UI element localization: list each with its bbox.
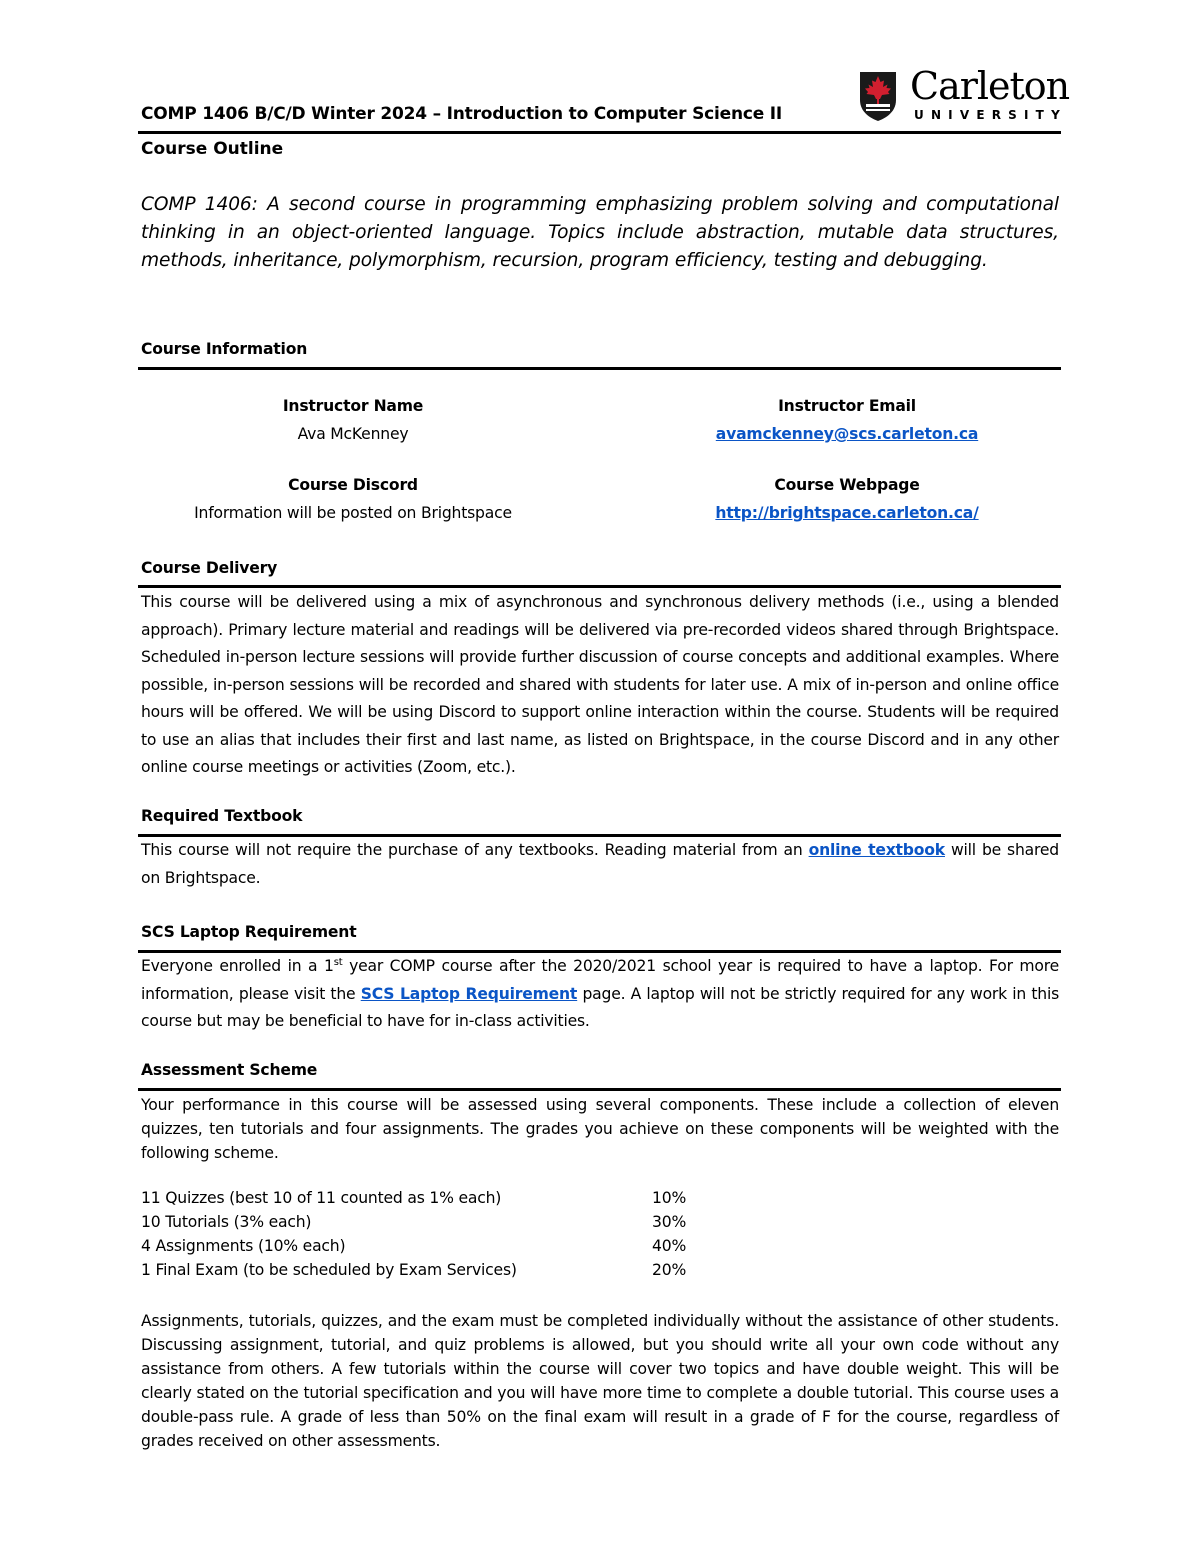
- required-textbook-text: [141, 837, 1059, 892]
- online-textbook-link[interactable]: online textbook: [808, 841, 945, 859]
- textbook-text-before: This course will not require the purchase of any textbooks. Reading material from an: [141, 841, 809, 859]
- grading-component-label: 1 Final Exam (to be scheduled by Exam Services): [141, 1261, 517, 1279]
- grading-scheme-row: [141, 1261, 712, 1285]
- maple-leaf-shield-icon: [858, 70, 898, 122]
- grading-component-label: 10 Tutorials (3% each): [141, 1213, 312, 1231]
- assessment-scheme-heading: Assessment Scheme: [141, 1061, 318, 1079]
- laptop-requirement-text: [141, 953, 1059, 1036]
- course-delivery-text: This course will be delivered using a mix of asynchronous and synchronous delivery methods (i.e., using a blended approach). Primary lecture material and readings will be delivered via pre-recorded videos shared through Brightspace. Scheduled in-person lecture sessions will provide further discussion of course concepts and additional examples. Where possible, in-person sessions will be recorded and shared with students for later use. A mix of in-person and online office hours will be offered. We will be using Discord to support online interaction within the course. Students will be required to use an alias that includes their first and last name, as listed on Brightspace, in the course Discord and in any other online course meetings or activities (Zoom, etc.).: [141, 593, 1059, 776]
- laptop-text-a: Everyone enrolled in a 1: [141, 957, 334, 975]
- document-title: COMP 1406 B/C/D Winter 2024 – Introduction to Computer Science II: [141, 104, 783, 124]
- instructor-name-label: Instructor Name: [282, 397, 424, 415]
- grading-component-label: 4 Assignments (10% each): [141, 1237, 346, 1255]
- course-webpage-link[interactable]: http://brightspace.carleton.ca/: [715, 504, 979, 522]
- instructor-name: Ava McKenney: [297, 425, 409, 443]
- grading-scheme-row: [141, 1189, 712, 1213]
- instructor-email-block: [637, 397, 1057, 443]
- scs-laptop-requirement-link[interactable]: SCS Laptop Requirement: [360, 984, 578, 1003]
- grading-component-weight: 40%: [652, 1237, 687, 1255]
- section-divider: [138, 367, 1061, 370]
- required-textbook-heading: Required Textbook: [141, 807, 303, 825]
- assessment-intro-text: Your performance in this course will be assessed using several components. These include a collection of eleven quizzes, ten tutorials and four assignments. The grades you achieve on these components will be weighted with the following scheme.: [141, 1096, 1059, 1162]
- instructor-email-label: Instructor Email: [778, 397, 916, 415]
- course-information-heading: Course Information: [141, 340, 308, 358]
- course-delivery-heading: Course Delivery: [141, 559, 278, 577]
- laptop-text-b: year COMP course after the 2020/2021 school year is required to have a laptop. For more information, please visit the: [141, 957, 1059, 1003]
- grading-scheme-row: [141, 1213, 712, 1237]
- laptop-requirement-heading: SCS Laptop Requirement: [141, 923, 357, 941]
- instructor-name-block: [143, 397, 563, 443]
- textbook-text-after: will be shared on Brightspace.: [141, 841, 1059, 887]
- section-divider: [138, 585, 1061, 588]
- section-divider: [138, 1088, 1061, 1091]
- grading-component-weight: 10%: [652, 1189, 687, 1207]
- carleton-logo: [858, 64, 1070, 126]
- course-description: COMP 1406: A second course in programming emphasizing problem solving and computational thinking in an object-oriented language. Topics include abstraction, mutable data structures, methods, inheritance, polymorphism, recursion, program efficiency, testing and debugging.: [141, 194, 1059, 271]
- course-webpage-block: [637, 476, 1057, 522]
- assessment-policy-text: Assignments, tutorials, quizzes, and the exam must be completed individually without the assistance of other students. Discussing assignment, tutorial, and quiz problems is allowed, but you should write all your own code without any assistance from others. A few tutorials within the course will cover two topics and have double weight. This will be clearly stated on the tutorial specification and you will have more time to complete a double tutorial. This course uses a double-pass rule. A grade of less than 50% on the final exam will result in a grade of F for the course, regardless of grades received on other assessments.: [141, 1312, 1059, 1450]
- grading-component-weight: 20%: [652, 1261, 687, 1279]
- ordinal-superscript: st: [333, 956, 343, 968]
- course-discord-label: Course Discord: [288, 476, 418, 494]
- grading-component-weight: 30%: [652, 1213, 687, 1231]
- grading-scheme-row: [141, 1237, 712, 1261]
- grading-component-label: 11 Quizzes (best 10 of 11 counted as 1% each): [141, 1189, 502, 1207]
- document-subtitle: Course Outline: [141, 139, 284, 159]
- course-discord-value: Information will be posted on Brightspace: [194, 504, 512, 522]
- grading-scheme-table: [141, 1189, 712, 1285]
- course-discord-block: [143, 476, 563, 522]
- instructor-email-link[interactable]: avamckenney@scs.carleton.ca: [715, 425, 979, 443]
- title-divider: [138, 131, 1061, 134]
- logo-subtitle: UNIVERSITY: [914, 108, 1067, 122]
- logo-wordmark: Carleton: [910, 64, 1070, 108]
- course-webpage-label: Course Webpage: [774, 476, 920, 494]
- laptop-text-c: page. A laptop will not be strictly required for any work in this course but may be beneficial to have for in-class activities.: [141, 984, 1060, 1030]
